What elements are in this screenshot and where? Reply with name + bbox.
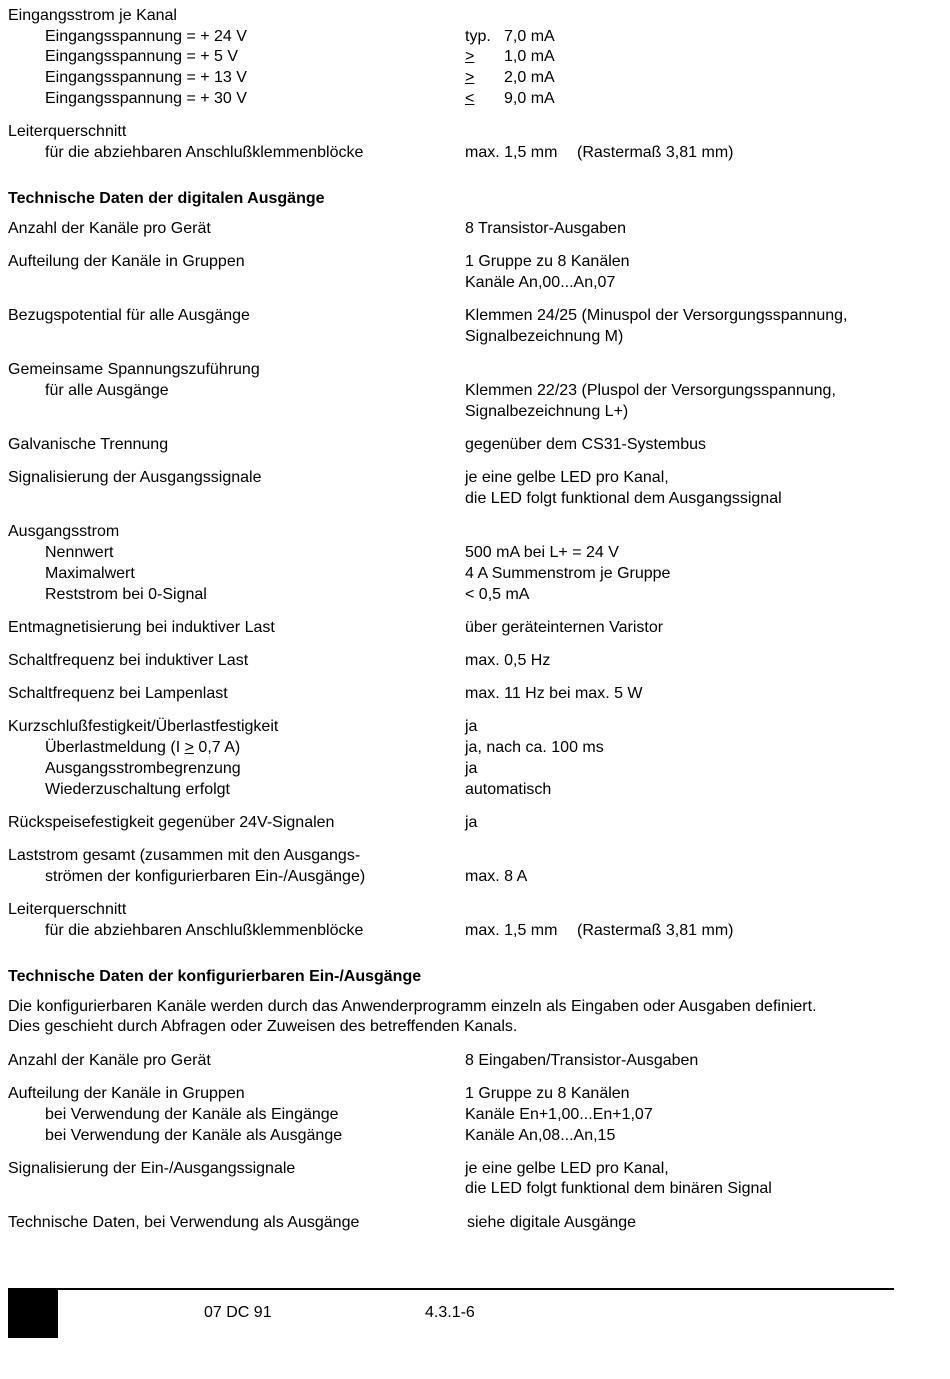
input-current-value: 7,0 mA <box>504 28 555 45</box>
footer-black-block <box>8 1290 58 1338</box>
out-short-label: Kurzschlußfestigkeit/Überlastfestigkeit <box>8 718 279 735</box>
config-intro: Dies geschieht durch Abfragen oder Zuweisen des betreffenden Kanals. <box>8 1018 518 1035</box>
cfg-signal-label: Signalisierung der Ein-/Ausgangssignale <box>8 1160 296 1177</box>
input-voltage-label: Eingangsspannung = + 5 V <box>45 48 239 65</box>
out-groups-value: Kanäle An,00...An,07 <box>465 274 616 291</box>
out-freq-lamp-value: max. 11 Hz bei max. 5 W <box>465 685 643 702</box>
out-current-label: Ausgangsstrom <box>8 523 120 540</box>
footer-page-number: 4.3.1-6 <box>425 1304 475 1321</box>
out-channels-value: 8 Transistor-Ausgaben <box>465 220 626 237</box>
out-supply-sub-label: für alle Ausgänge <box>45 382 169 399</box>
out-freq-lamp-label: Schaltfrequenz bei Lampenlast <box>8 685 228 702</box>
out-overload-label: Überlastmeldung (I > 0,7 A) <box>45 739 241 756</box>
cfg-channels-label: Anzahl der Kanäle pro Gerät <box>8 1052 211 1069</box>
out-conductor-pitch: (Rastermaß 3,81 mm) <box>577 922 734 939</box>
input-qualifier: typ. <box>465 28 491 45</box>
input-voltage-label: Eingangsspannung = + 13 V <box>45 69 247 86</box>
out-load-sub-label: strömen der konfigurierbaren Ein-/Ausgänge) <box>45 868 366 885</box>
footer-device: 07 DC 91 <box>204 1304 272 1321</box>
config-intro: Die konfigurierbaren Kanäle werden durch das Anwenderprogramm einzeln als Eingaben oder Ausgaben definiert. <box>8 998 817 1015</box>
out-reconnect-label: Wiederzuschaltung erfolgt <box>45 781 230 798</box>
out-load-value: max. 8 A <box>465 868 528 885</box>
out-signal-label: Signalisierung der Ausgangssignale <box>8 469 262 486</box>
input-voltage-label: Eingangsspannung = + 24 V <box>45 28 247 45</box>
out-demag-value: über geräteinternen Varistor <box>465 619 664 636</box>
cfg-as-inputs-value: Kanäle En+1,00...En+1,07 <box>465 1106 653 1123</box>
out-supply-label: Gemeinsame Spannungszuführung <box>8 361 260 378</box>
cfg-channels-value: 8 Eingaben/Transistor-Ausgaben <box>465 1052 699 1069</box>
out-backfeed-label: Rückspeisefestigkeit gegenüber 24V-Signalen <box>8 814 335 831</box>
outputs-heading: Technische Daten der digitalen Ausgänge <box>8 190 325 207</box>
out-nominal-value: 500 mA bei L+ = 24 V <box>465 544 619 561</box>
conductor-sub-label: für die abziehbaren Anschlußklemmenblöcke <box>45 144 364 161</box>
out-max-value: 4 A Summenstrom je Gruppe <box>465 565 671 582</box>
cfg-techdata-label: Technische Daten, bei Verwendung als Ausgänge <box>8 1214 360 1231</box>
conductor-pitch: (Rastermaß 3,81 mm) <box>577 144 734 161</box>
out-supply-value: Signalbezeichnung L+) <box>465 403 629 420</box>
footer-rule <box>8 1288 894 1290</box>
input-voltage-label: Eingangsspannung = + 30 V <box>45 90 247 107</box>
out-channels-label: Anzahl der Kanäle pro Gerät <box>8 220 211 237</box>
out-limit-label: Ausgangsstrombegrenzung <box>45 760 241 777</box>
out-residual-value: < 0,5 mA <box>465 586 530 603</box>
out-freq-ind-value: max. 0,5 Hz <box>465 652 551 669</box>
input-qualifier: > <box>465 69 475 86</box>
conductor-label: Leiterquerschnitt <box>8 123 127 140</box>
input-current-value: 2,0 mA <box>504 69 555 86</box>
cfg-signal-value: die LED folgt funktional dem binären Signal <box>465 1180 772 1197</box>
out-ref-label: Bezugspotential für alle Ausgänge <box>8 307 250 324</box>
out-reconnect-value: automatisch <box>465 781 552 798</box>
out-ref-value: Signalbezeichnung M) <box>465 328 624 345</box>
cfg-as-inputs-label: bei Verwendung der Kanäle als Eingänge <box>45 1106 339 1123</box>
out-short-value: ja <box>465 718 478 735</box>
cfg-as-outputs-label: bei Verwendung der Kanäle als Ausgänge <box>45 1127 343 1144</box>
out-freq-ind-label: Schaltfrequenz bei induktiver Last <box>8 652 249 669</box>
out-isolation-label: Galvanische Trennung <box>8 436 169 453</box>
out-signal-value: je eine gelbe LED pro Kanal, <box>465 469 669 486</box>
out-ref-value: Klemmen 24/25 (Minuspol der Versorgungsspannung, <box>465 307 848 324</box>
out-backfeed-value: ja <box>465 814 478 831</box>
input-current-value: 1,0 mA <box>504 48 555 65</box>
config-heading: Technische Daten der konfigurierbaren Ein-/Ausgänge <box>8 968 422 985</box>
input-current-title: Eingangsstrom je Kanal <box>8 7 177 24</box>
out-groups-value: 1 Gruppe zu 8 Kanälen <box>465 253 630 270</box>
cfg-groups-label: Aufteilung der Kanäle in Gruppen <box>8 1085 245 1102</box>
out-demag-label: Entmagnetisierung bei induktiver Last <box>8 619 275 636</box>
out-groups-label: Aufteilung der Kanäle in Gruppen <box>8 253 245 270</box>
input-current-value: 9,0 mA <box>504 90 555 107</box>
out-limit-value: ja <box>465 760 478 777</box>
cfg-groups-value: 1 Gruppe zu 8 Kanälen <box>465 1085 630 1102</box>
out-supply-value: Klemmen 22/23 (Pluspol der Versorgungsspannung, <box>465 382 836 399</box>
out-signal-value: die LED folgt funktional dem Ausgangssignal <box>465 490 782 507</box>
out-overload-value: ja, nach ca. 100 ms <box>465 739 604 756</box>
out-residual-label: Reststrom bei 0-Signal <box>45 586 207 603</box>
cfg-as-outputs-value: Kanäle An,08...An,15 <box>465 1127 616 1144</box>
out-conductor-value: max. 1,5 mm <box>465 922 558 939</box>
input-qualifier: < <box>465 90 475 107</box>
cfg-techdata-value: siehe digitale Ausgänge <box>467 1214 637 1231</box>
out-max-label: Maximalwert <box>45 565 135 582</box>
out-conductor-sub-label: für die abziehbaren Anschlußklemmenblöcke <box>45 922 364 939</box>
cfg-signal-value: je eine gelbe LED pro Kanal, <box>465 1160 669 1177</box>
out-load-label: Laststrom gesamt (zusammen mit den Ausgangs- <box>8 847 361 864</box>
out-isolation-value: gegenüber dem CS31-Systembus <box>465 436 707 453</box>
input-qualifier: > <box>465 48 475 65</box>
conductor-value: max. 1,5 mm <box>465 144 558 161</box>
out-nominal-label: Nennwert <box>45 544 114 561</box>
out-conductor-label: Leiterquerschnitt <box>8 901 127 918</box>
